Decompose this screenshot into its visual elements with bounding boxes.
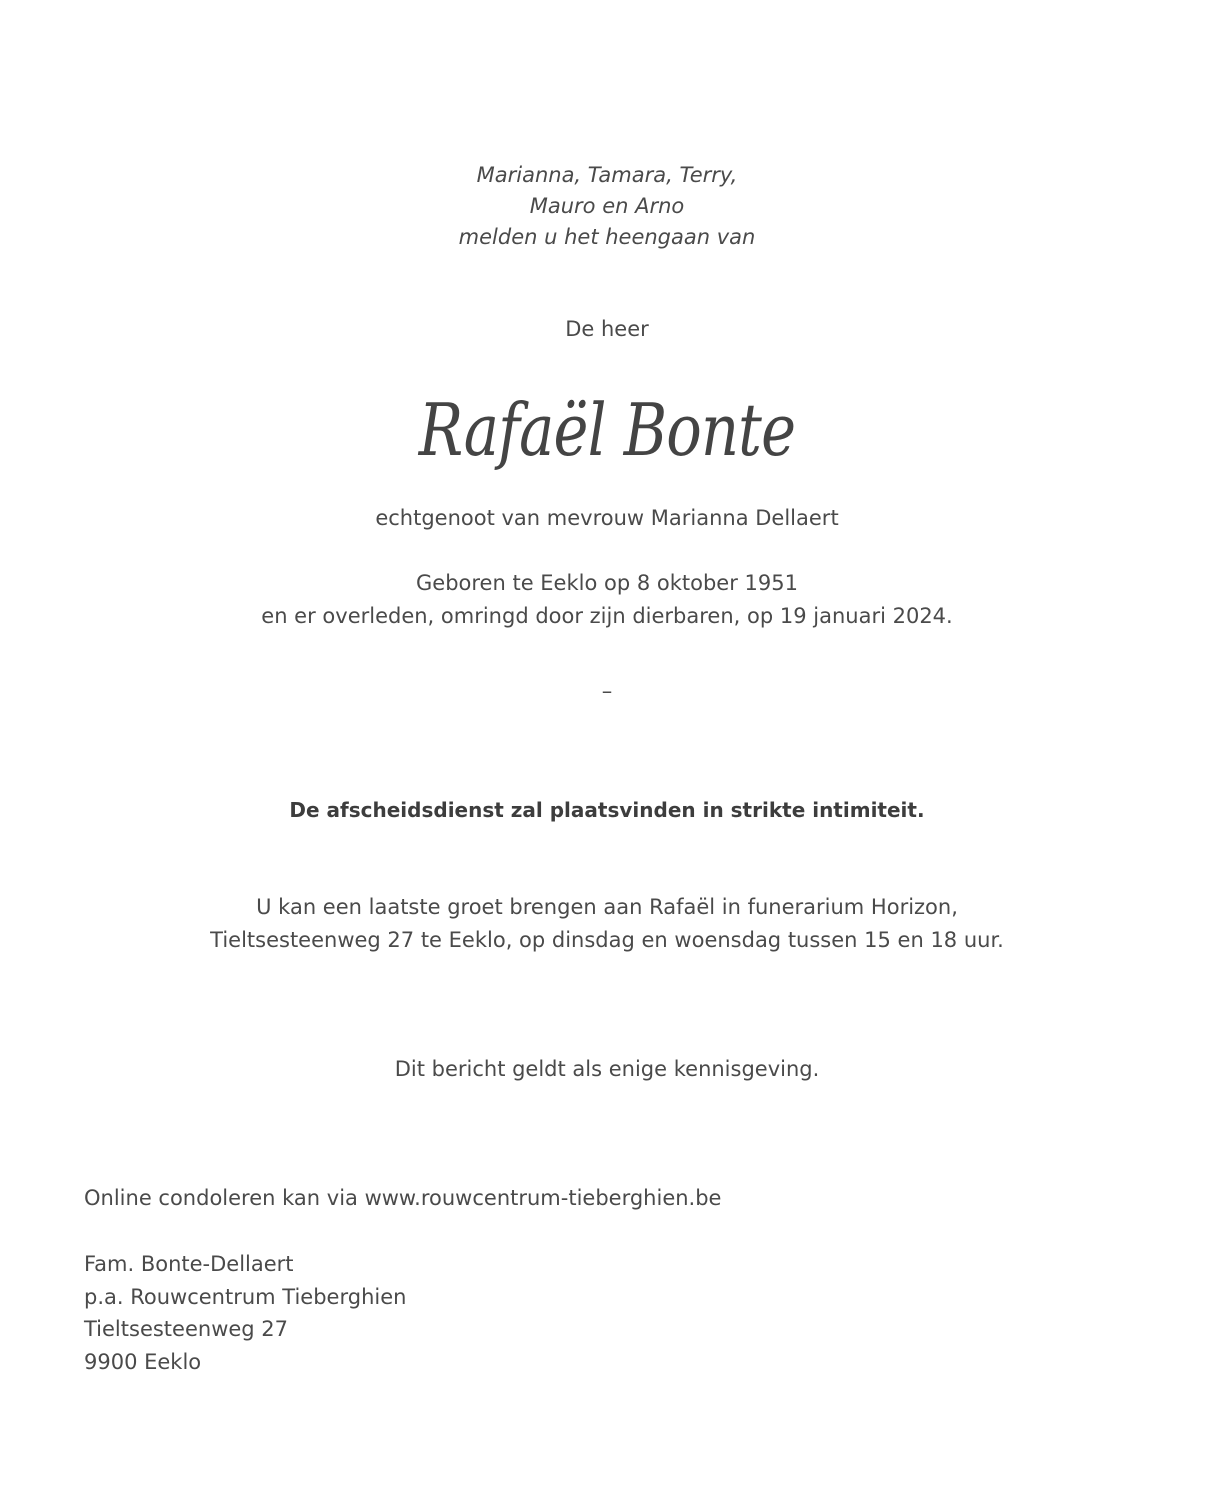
honorific: De heer bbox=[565, 317, 649, 341]
death-line: en er overleden, omringd door zijn dierbaren, op 19 januari 2024. bbox=[261, 604, 953, 628]
address-street: Tieltsesteenweg 27 bbox=[84, 1317, 289, 1341]
address-family: Fam. Bonte-Dellaert bbox=[84, 1252, 294, 1276]
spouse-line: echtgenoot van mevrouw Marianna Dellaert bbox=[375, 506, 839, 530]
address-block bbox=[84, 1248, 1084, 1378]
birth-line: Geboren te Eeklo op 8 oktober 1951 bbox=[416, 571, 798, 595]
deceased-name: Rafaël Bonte bbox=[418, 388, 796, 472]
sole-notice: Dit bericht geldt als enige kennisgeving. bbox=[394, 1057, 820, 1081]
address-city: 9900 Eeklo bbox=[84, 1349, 202, 1374]
intro-block bbox=[0, 160, 1214, 253]
intro-line-announcement: melden u het heengaan van bbox=[458, 225, 756, 249]
intro-line-grandchildren: Mauro en Arno bbox=[529, 194, 685, 218]
visitation-line-1: U kan een laatste groet brengen aan Rafaël in funerarium Horizon, bbox=[256, 895, 958, 919]
address-care-of: p.a. Rouwcentrum Tieberghien bbox=[84, 1284, 407, 1309]
intro-line-family: Marianna, Tamara, Terry, bbox=[476, 163, 738, 187]
visitation-line-2: Tieltsesteenweg 27 te Eeklo, op dinsdag en woensdag tussen 15 en 18 uur. bbox=[210, 928, 1004, 952]
online-condolence: Online condoleren kan via www.rouwcentrum-tieberghien.be bbox=[84, 1186, 722, 1210]
service-notice: De afscheidsdienst zal plaatsvinden in strikte intimiteit. bbox=[289, 798, 925, 822]
dates-block bbox=[0, 567, 1214, 633]
visitation-block bbox=[0, 891, 1214, 957]
separator-dash: – bbox=[601, 679, 613, 703]
